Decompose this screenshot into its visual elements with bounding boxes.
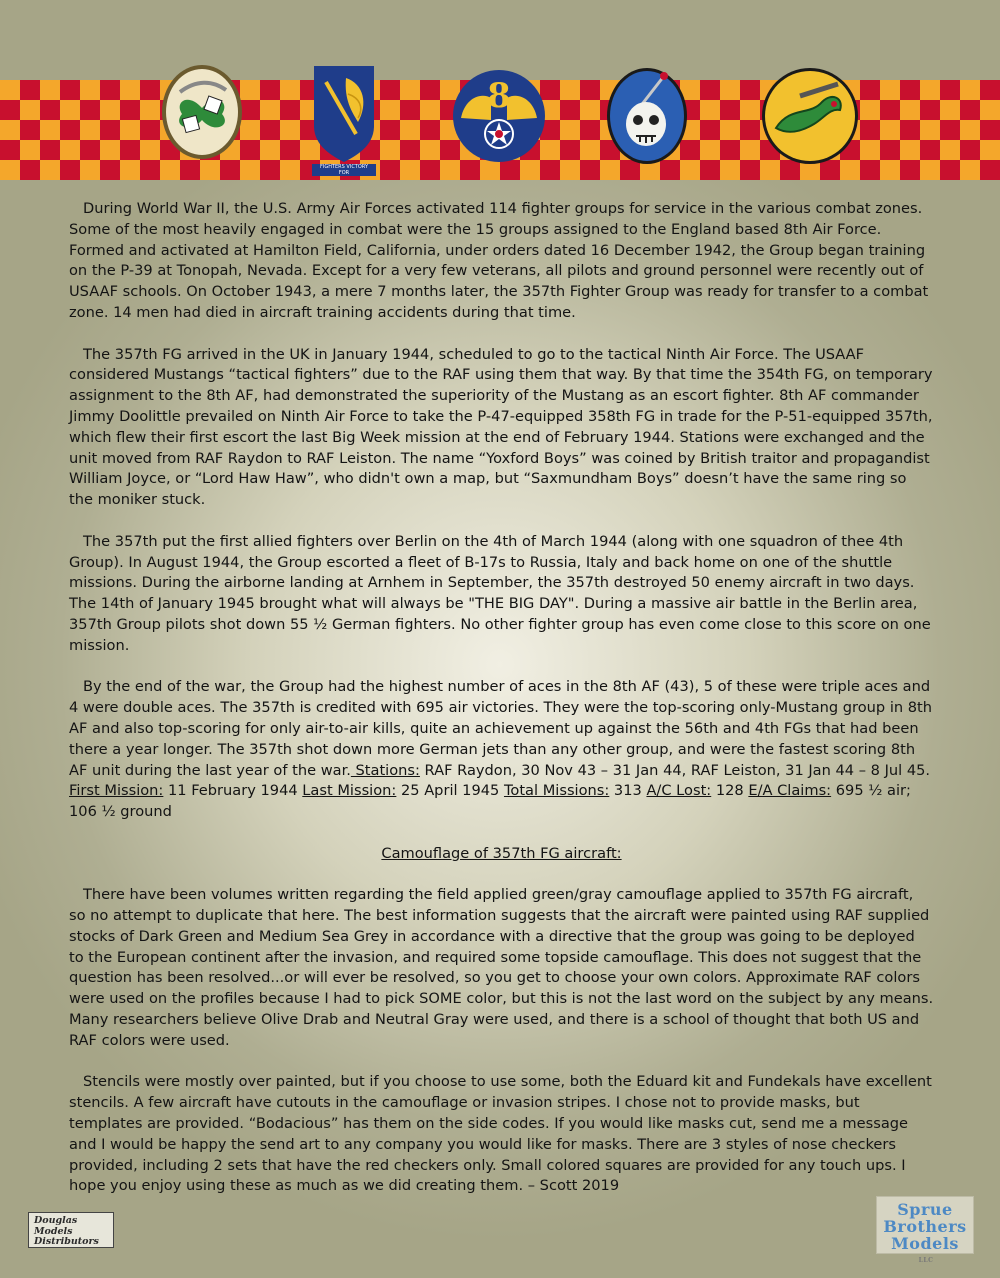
douglas-logo-line3: Distributors — [34, 1236, 99, 1247]
paragraph-stencils: Stencils were mostly over painted, but if you choose to use some, both the Eduard kit and Fundekals have excellent stencils. A few aircraft have cutouts in the camouflage or invasion stripes. I chose not to provide masks, but templates are provided. “Bodacious” has them on the side codes. If you would like masks cut, send me a message and I would be happy the send art to any company you would like for masks. There are 3 styles of nose checkers provided, including 2 sets that have the red checkers only. Small colored squares are provided for any touch ups. I hope you enjoy using these as much as we did creating them. – Scott 2019 — [69, 1073, 932, 1195]
sprue-logo-line1: Sprue — [897, 1200, 953, 1219]
last-mission-label: Last Mission: — [302, 782, 397, 800]
sprue-logo-line3 — [877, 1235, 973, 1269]
total-missions-label: Total Missions: — [503, 782, 610, 800]
last-mission-value: 25 April 1945 — [396, 782, 504, 800]
first-mission-value: 11 February 1944 — [163, 782, 303, 800]
paragraph-aces — [69, 677, 934, 823]
douglas-logo-line2: Models — [34, 1225, 73, 1237]
paragraph-arrival: The 357th FG arrived in the UK in January 1944, scheduled to go to the tactical Ninth Air Force. The USAAF considered Mustangs “tactical fighters” due to the RAF using them that way. By that time the 354th FG, on temporary assignment to the 8th AF, had demonstrated the superiority of the Mustang as an escort fighter. 8th AF commander Jimmy Doolittle prevailed on Ninth Air Force to take the P-47-equipped 358th FG in trade for the P-51-equipped 357th, which flew their first escort the last Big Week mission at the end of February 1944. Stations were exchanged and the unit moved from RAF Raydon to RAF Leiston. The name “Yoxford Boys” was coined by British traitor and propagandist William Joyce, or “Lord Haw Haw”, who didn't own a map, but “Saxmundham Boys” doesn’t have the same ring so the moniker stuck. — [69, 345, 933, 509]
dragon-icon — [760, 66, 860, 166]
ea-claims-value: 695 ½ air; 106 ½ ground — [69, 782, 911, 821]
eighth-air-force-icon — [451, 68, 547, 164]
ac-lost-value: 128 — [711, 782, 749, 800]
sprue-logo-models: Models — [891, 1234, 959, 1253]
ea-claims-label: E/A Claims: — [748, 782, 832, 800]
sprue-logo-line2: Brothers — [883, 1217, 967, 1236]
paragraph-berlin: The 357th put the first allied fighters over Berlin on the 4th of March 1944 (along with one squadron of thee 4th Group). In August 1944, the Group escorted a fleet of B-17s to Russia, Italy and back home on one of the shuttle missions. During the airborne landing at Arnhem in September, the 357th destroyed 50 enemy aircraft in two days. The 14th of January 1945 brought what will always be "THE BIG DAY". During a massive air battle in the Berlin area, 357th Group pilots shot down 55 ½ German fighters. No other fighter group has even come close to this score on one mission. — [69, 532, 931, 654]
paragraph-formation: During World War II, the U.S. Army Air Forces activated 114 fighter groups for service in the various combat zones. Some of the most heavily engaged in combat were the 15 groups assigned to the England based 8th Air Force. Formed and activated at Hamilton Field, California, under orders dated 16 December 1942, the Group began training on the P-39 at Tonopah, Nevada. Except for a very few veterans, all pilots and ground personnel were recently out of USAAF schools. On October 1943, a mere 7 months later, the 357th Fighter Group was ready for transfer to a combat zone. 14 men had died in aircraft training accidents during that time. — [69, 200, 929, 321]
camouflage-heading-text: Camouflage of 357th FG aircraft: — [381, 844, 622, 862]
douglas-logo-line1: Douglas — [34, 1215, 78, 1226]
shield-banner-mid: FOR — [338, 170, 350, 176]
shield-banner-bottom: VICTORY — [346, 164, 369, 170]
camouflage-heading — [69, 844, 934, 865]
douglas-models-logo — [28, 1212, 114, 1248]
sprue-brothers-logo — [876, 1196, 974, 1264]
stations-label: Stations: — [350, 761, 420, 779]
first-mission-label: First Mission: — [69, 782, 164, 800]
ac-lost-label: A/C Lost: — [646, 782, 712, 800]
stations-value: RAF Raydon, 30 Nov 43 – 31 Jan 44, RAF Leiston, 31 Jan 44 – 8 Jul 45. — [419, 761, 931, 779]
shield-banner-top: FIGHTERS — [319, 164, 345, 170]
article-body — [69, 199, 934, 1218]
total-missions-value: 313 — [609, 782, 642, 800]
aces-text: By the end of the war, the Group had the highest number of aces in the 8th AF (43), 5 of these were triple aces and 4 were double aces. The 357th is credited with 695 air victories. They were the top-scoring only-Mustang group in 8th AF and also top-scoring for only air-to-air kills, quite an achievement up against the 56th and 4th FGs that had been there a year longer. The 357th shot down more German jets than any other group, and were the fastest scoring 8th AF unit during the last year of the war. — [69, 678, 933, 779]
sprue-logo-suffix: LLC — [918, 1257, 934, 1264]
eagle-sword-shield-icon — [312, 64, 376, 176]
eighth-numeral: 8 — [487, 76, 511, 116]
four-leaf-clover-icon — [160, 62, 244, 162]
skull-sword-icon — [606, 66, 688, 166]
paragraph-camouflage: There have been volumes written regarding the field applied green/gray camouflage applied to 357th FG aircraft, so no attempt to duplicate that here. The best information suggests that the aircraft were painted using RAF supplied stocks of Dark Green and Medium Sea Grey in accordance with a directive that the group was going to be deployed to the European continent after the invasion, and required some topside camouflage. This does not suggest that the question has been resolved...or will ever be resolved, so you get to choose your own colors. Approximate RAF colors were used on the profiles because I had to pick SOME color, but this is not the last word on the subject by any means. Many researchers believe Olive Drab and Neutral Gray were used, and there is a school of thought that both US and RAF colors were used. — [69, 886, 934, 1049]
